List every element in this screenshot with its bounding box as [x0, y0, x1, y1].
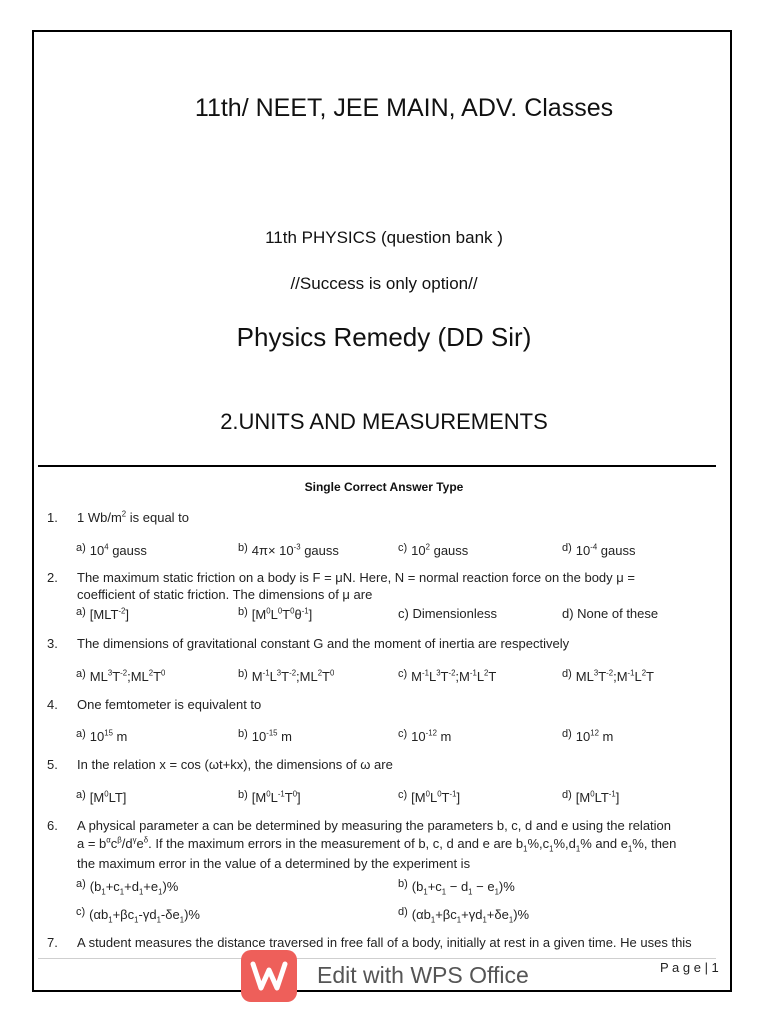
- q1-option-a[interactable]: $^{a)}$ $10^4$ gauss: [76, 542, 147, 558]
- q6-text-line1: A physical parameter a can be determined by measuring the parameters b, c, d and e using the relation: [77, 818, 672, 833]
- q1-option-b[interactable]: $^{b)}$ $4\pi\times 10^{-3}$ gauss: [238, 542, 339, 558]
- q4-option-c[interactable]: $^{c)}$ $10^{-12}$ m: [398, 728, 452, 744]
- q4-option-a[interactable]: $^{a)}$ $10^{15}$ m: [76, 728, 128, 744]
- q7-number: 7.: [47, 935, 58, 950]
- wps-logo-icon[interactable]: [241, 950, 297, 1002]
- q4-number: 4.: [47, 697, 58, 712]
- header-divider: [38, 465, 716, 467]
- q1-number: 1.: [47, 510, 58, 525]
- q6-text-line2: $a = b^\alpha c^\beta/d^\gamma e^\delta$. If the maximum errors in the measurement of b, c, d and e are $b_1\%,c_1\%,d_1\%$ and $e_1\%$, then: [77, 835, 677, 854]
- q7-text: A student measures the distance traversed in free fall of a body, initially at rest in a given time. He uses this: [77, 935, 692, 950]
- q2-option-b[interactable]: $^{b)}$ $[M^0L^0T^0\theta^{-1}]$: [238, 606, 313, 622]
- q4-option-d[interactable]: $^{d)}$ $10^{12}$ m: [562, 728, 614, 744]
- q2-number: 2.: [47, 570, 58, 585]
- wps-edit-link[interactable]: Edit with WPS Office: [317, 962, 529, 988]
- q3-option-c[interactable]: $^{c)}$ $M^{-1}L^3T^{-2};M^{-1}L^2T$: [398, 668, 497, 684]
- q3-option-d[interactable]: $^{d)}$ $ML^3T^{-2};M^{-1}L^2T$: [562, 668, 654, 684]
- q1-text: 1 $Wb/m^2$ is equal to: [77, 509, 190, 525]
- section-title: Single Correct Answer Type: [304, 480, 464, 494]
- q4-text: One femtometer is equivalent to: [77, 697, 262, 712]
- q2-option-a[interactable]: $^{a)}$ $[MLT^{-2}]$: [76, 606, 129, 622]
- q3-number: 3.: [47, 636, 58, 651]
- q5-text: In the relation x = cos (ωt+kx), the dimensions of ω are: [77, 757, 393, 772]
- q6-option-a[interactable]: $^{a)}$ $(b_1+c_1+d_1+e_1)\%$: [76, 878, 179, 897]
- q3-option-b[interactable]: $^{b)}$ $M^{-1}L^3T^{-2};ML^2T^0$: [238, 668, 335, 684]
- q5-option-a[interactable]: $^{a)}$ $[M^0LT]$: [76, 789, 127, 805]
- q6-option-d[interactable]: $^{d)}$ $(\alpha b_1+\beta c_1+\gamma d_1+\delta e_1)\%$: [398, 906, 530, 925]
- motto: //Success is only option//: [290, 274, 478, 293]
- q5-option-c[interactable]: $^{c)}$ $[M^0L^0T^{-1}]$: [398, 789, 461, 805]
- q2-option-d[interactable]: d) None of these: [562, 606, 659, 621]
- q2-option-c[interactable]: c) Dimensionless: [398, 606, 497, 621]
- q1-option-c[interactable]: $^{c)}$ $10^2$ gauss: [398, 542, 469, 558]
- q5-number: 5.: [47, 757, 58, 772]
- q5-option-b[interactable]: $^{b)}$ $[M^0L^{-1}T^0]$: [238, 789, 301, 805]
- q3-option-a[interactable]: $^{a)}$ $ML^3T^{-2};ML^2T^0$: [76, 668, 166, 684]
- brand-title: Physics Remedy (DD Sir): [236, 322, 532, 352]
- q3-text: The dimensions of gravitational constant G and the moment of inertia are respectively: [77, 636, 570, 651]
- q2-text-line1: The maximum static friction on a body is F = μN. Here, N = normal reaction force on the body μ =: [77, 570, 635, 585]
- question-bank-title: 11th PHYSICS (question bank ): [265, 228, 503, 247]
- q6-option-b[interactable]: $^{b)}$ $(b_1+c_1 - d_1 - e_1)\%$: [398, 878, 515, 897]
- q6-option-c[interactable]: $^{c)}$ $(\alpha b_1+\beta c_1-\gamma d_1-\delta e_1)\%$: [76, 906, 200, 925]
- q6-number: 6.: [47, 818, 58, 833]
- q6-text-line3: the maximum error in the value of a determined by the experiment is: [77, 856, 471, 871]
- chapter-title: 2.UNITS AND MEASUREMENTS: [220, 409, 548, 434]
- q1-option-d[interactable]: $^{d)}$ $10^{-4}$ gauss: [562, 542, 636, 558]
- q4-option-b[interactable]: $^{b)}$ $10^{-15}$ m: [238, 728, 292, 744]
- footer-divider: [38, 958, 716, 959]
- classes-heading: 11th/ NEET, JEE MAIN, ADV. Classes: [194, 94, 614, 122]
- q2-text-line2: coefficient of static friction. The dimensions of μ are: [77, 587, 373, 602]
- q5-option-d[interactable]: $^{d)}$ $[M^0LT^{-1}]$: [562, 789, 620, 805]
- page-number: P a g e | 1: [660, 960, 719, 975]
